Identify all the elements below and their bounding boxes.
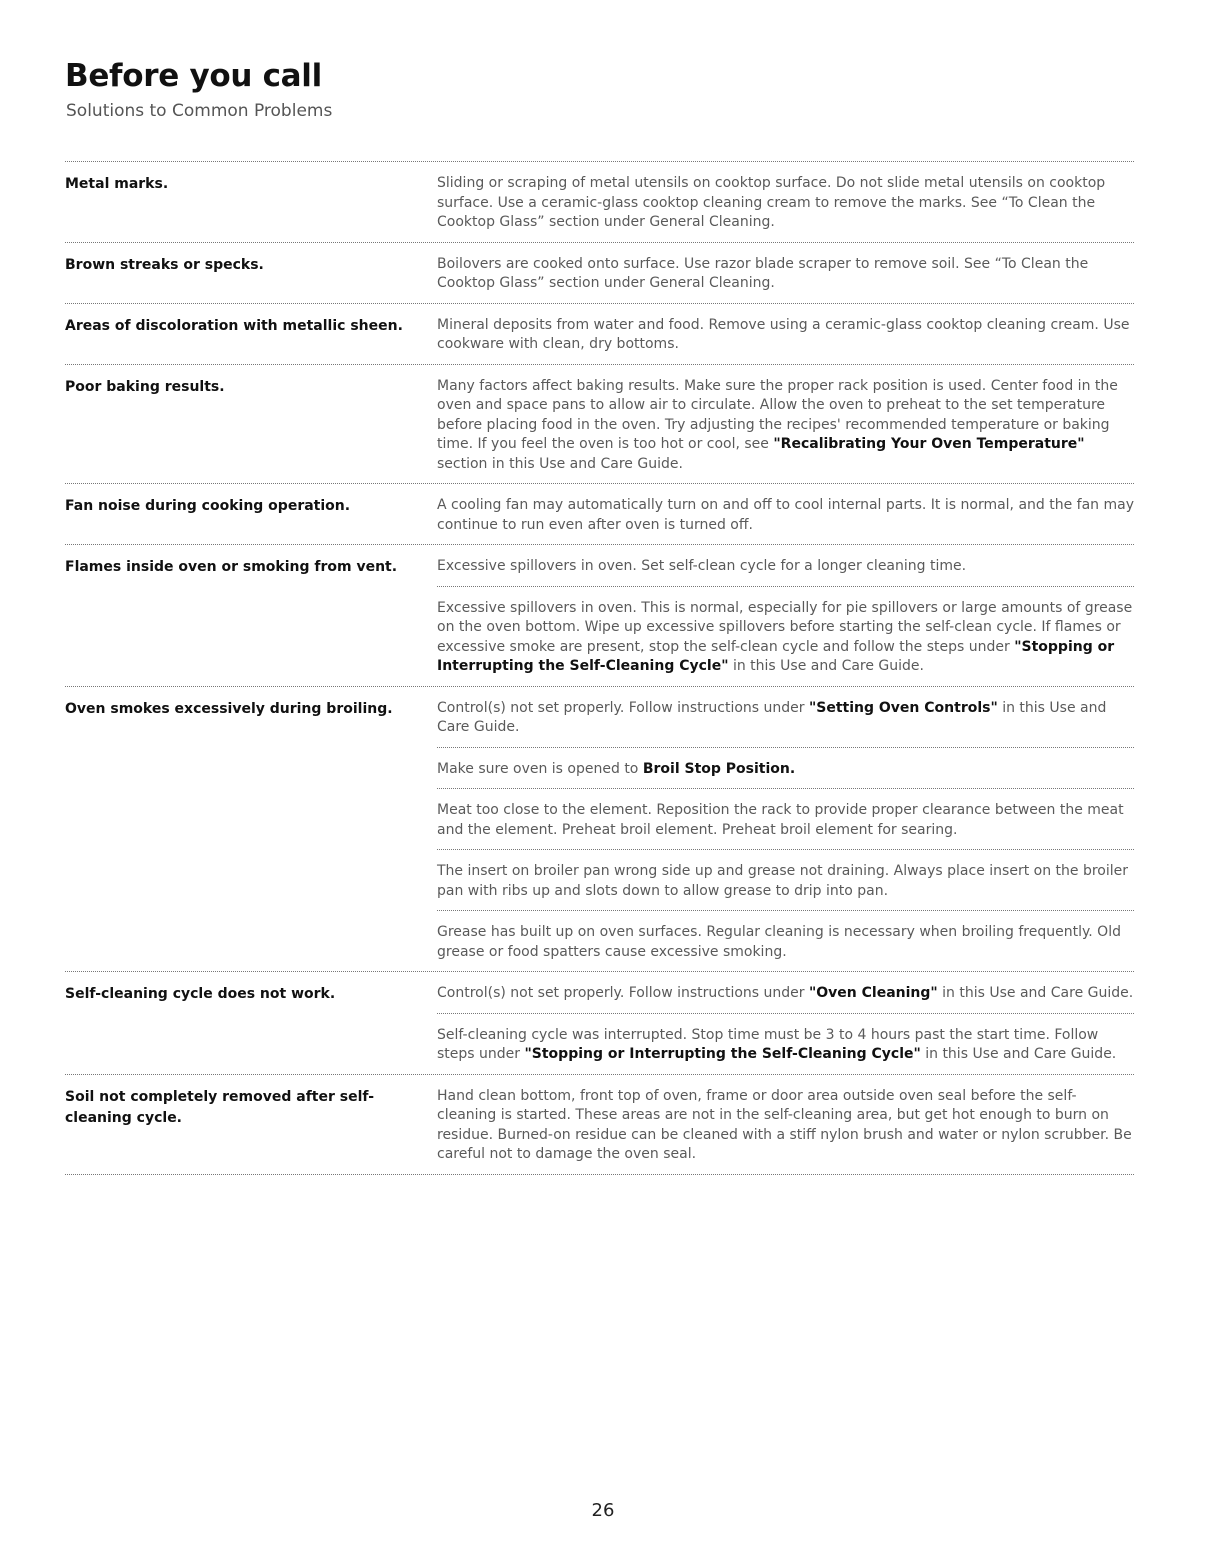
solution-segment: A cooling fan may automatically turn on and off to cool internal parts. It is normal, and the fan may continue to run even after oven is turned off. [437, 497, 1135, 533]
table-row [65, 304, 1134, 365]
solution-segment: Control(s) not set properly. Follow instructions under [437, 985, 809, 1001]
solutions-cell [437, 304, 1134, 364]
table-row [65, 545, 1134, 687]
solution-text [437, 365, 1134, 484]
solution-reference: "Setting Oven Controls" [808, 699, 998, 716]
solution-text [437, 1013, 1134, 1074]
table-row [65, 687, 1134, 973]
solution-text [437, 545, 1134, 586]
solution-reference: "Oven Cleaning" [808, 985, 938, 1001]
solution-text [437, 747, 1134, 789]
solution-segment: Many factors affect baking results. Make sure the proper rack position is used. Center food in the oven and space pans to allow air to circulate. Allow the oven to preheat to the set temperature before placing food in the oven. Try adjusting the recipes' recommended temperature or baking time. If you feel the oven is too hot or cool, see [437, 377, 1118, 452]
solution-segment: Boilovers are cooked onto surface. Use razor blade scraper to remove soil. See “To Clean the Cooktop Glass” section under General Cleaning. [437, 255, 1089, 291]
solutions-cell [437, 162, 1134, 242]
solution-segment: in this Use and Care Guide. [920, 1046, 1117, 1062]
solution-segment: section in this Use and Care Guide. [437, 455, 683, 472]
solution-segment: Hand clean bottom, front top of oven, frame or door area outside oven seal before the self-cleaning is started. These areas are not in the self-cleaning area, but get hot enough to burn on residue. Burned-on residue can be cleaned with a stiff nylon brush and water or nylon scrubber. Be careful not to damage the oven seal. [437, 1087, 1132, 1162]
solution-segment: Excessive spillovers in oven. Set self-clean cycle for a longer cleaning time. [437, 558, 967, 574]
solutions-cell [437, 545, 1134, 686]
solution-text [437, 972, 1134, 1013]
solution-segment: Self-cleaning cycle was interrupted. Stop time must be 3 to 4 hours past the start time. Follow steps under [437, 1026, 1099, 1062]
solution-segment: Grease has built up on oven surfaces. Regular cleaning is necessary when broiling frequently. Old grease or food spatters cause excessive smoking. [437, 924, 1121, 960]
solution-text [437, 484, 1134, 544]
solution-text [437, 849, 1134, 910]
solutions-cell [437, 243, 1134, 303]
problem-label: Fan noise during cooking operation. [65, 498, 351, 514]
table-row [65, 972, 1134, 1075]
solutions-cell [437, 972, 1134, 1074]
solution-reference: "Recalibrating Your Oven Temperature" [773, 436, 1085, 452]
troubleshooting-table [65, 161, 1134, 1175]
solutions-cell [437, 687, 1134, 972]
problem-label: Oven smokes excessively during broiling. [65, 700, 393, 717]
solution-reference: "Stopping or Interrupting the Self-Cleaning Cycle" [437, 638, 1115, 674]
table-row [65, 162, 1134, 243]
page-number: 26 [591, 1500, 615, 1521]
solution-reference: "Stopping or Interrupting the Self-Cleaning Cycle" [524, 1046, 921, 1062]
problem-label: Metal marks. [65, 176, 169, 192]
table-row [65, 243, 1134, 304]
page-title: Before you call [65, 58, 322, 94]
solution-text [437, 788, 1134, 849]
table-row [65, 484, 1134, 545]
solution-text [437, 586, 1134, 686]
solution-text [437, 304, 1134, 364]
table-row [65, 365, 1134, 485]
problem-label: Soil not completely removed after self-cleaning cycle. [65, 1088, 375, 1126]
problem-label: Poor baking results. [65, 378, 225, 395]
solution-segment: in this Use and Care Guide. [437, 699, 1107, 735]
solution-segment: Meat too close to the element. Reposition the rack to provide proper clearance between the meat and the element. Preheat broil element. Preheat broil element for searing. [437, 802, 1124, 838]
solution-segment: in this Use and Care Guide. [937, 985, 1134, 1001]
solution-text [437, 243, 1134, 303]
solution-text [437, 910, 1134, 971]
page-subtitle: Solutions to Common Problems [66, 101, 333, 121]
problem-label: Areas of discoloration with metallic sheen. [65, 317, 403, 334]
solutions-cell [437, 484, 1134, 544]
solution-segment: Make sure oven is opened to [437, 760, 643, 777]
table-row [65, 1075, 1134, 1175]
solution-text [437, 162, 1134, 242]
solution-segment: Sliding or scraping of metal utensils on cooktop surface. Do not slide metal utensils on cooktop surface. Use a ceramic-glass cooktop cleaning cream to remove the marks. See “To Clean the Cooktop Glass” section under General Cleaning. [437, 175, 1106, 230]
solutions-cell [437, 1075, 1134, 1174]
solution-segment: Excessive spillovers in oven. This is normal, especially for pie spillovers or large amounts of grease on the oven bottom. Wipe up excessive spillovers before starting the self-clean cycle. If flames or excessive smoke are present, stop the self-clean cycle and follow the steps under [437, 599, 1133, 655]
solution-segment: in this Use and Care Guide. [728, 658, 924, 674]
solution-segment: The insert on broiler pan wrong side up and grease not draining. Always place insert on the broiler pan with ribs up and slots down to allow grease to drip into pan. [437, 863, 1129, 899]
problem-label: Brown streaks or specks. [65, 256, 264, 273]
solutions-cell [437, 365, 1134, 484]
solution-reference: Broil Stop Position. [642, 760, 796, 777]
solution-segment: Mineral deposits from water and food. Remove using a ceramic-glass cooktop cleaning cream. Use cookware with clean, dry bottoms. [437, 316, 1130, 352]
problem-label: Self-cleaning cycle does not work. [65, 986, 336, 1002]
solution-text [437, 687, 1134, 747]
problem-label: Flames inside oven or smoking from vent. [65, 559, 398, 575]
solution-segment: Control(s) not set properly. Follow instructions under [437, 699, 809, 716]
solution-text [437, 1075, 1134, 1174]
